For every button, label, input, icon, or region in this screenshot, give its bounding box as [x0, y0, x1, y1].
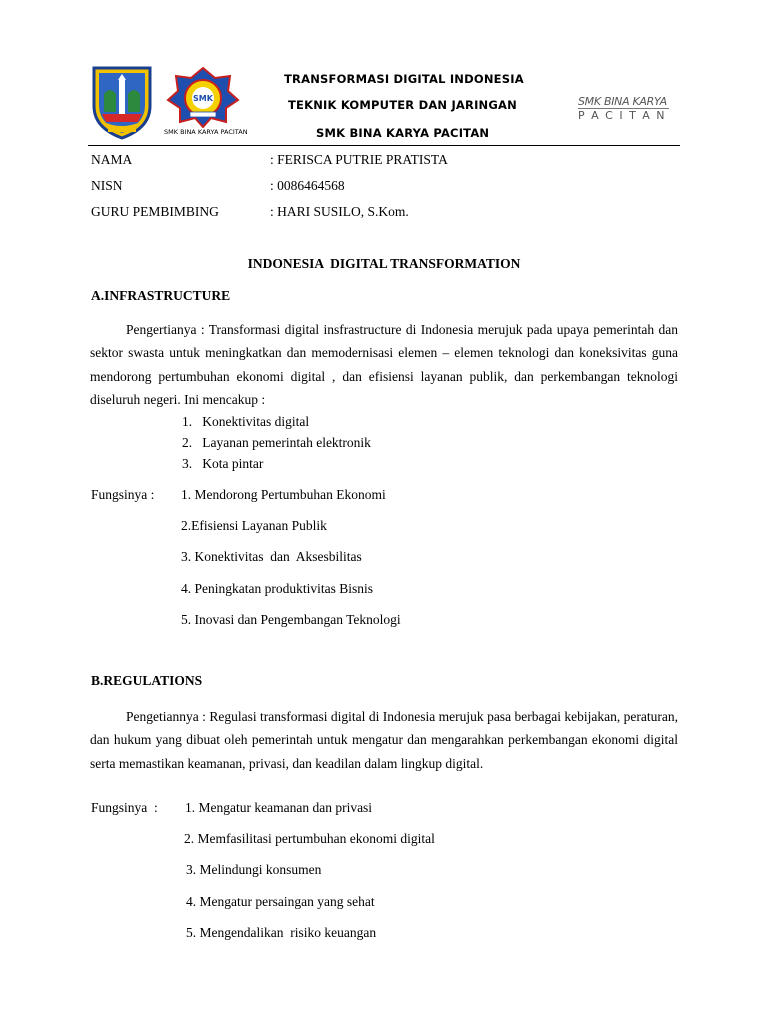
identity-label: GURU PEMBIMBING	[91, 204, 219, 219]
section-a-paragraph	[90, 318, 678, 411]
fungsi-item: 5. Mengendalikan risiko keuangan	[186, 925, 377, 940]
fungsi-label: Fungsinya :	[91, 487, 155, 502]
identity-label: NAMA	[91, 152, 133, 167]
fungsi-item: 4. Mengatur persaingan yang sehat	[186, 894, 375, 909]
fungsi-label: Fungsinya :	[91, 800, 158, 815]
identity-value: : FERISCA PUTRIE PRATISTA	[270, 152, 448, 167]
fungsi-item: 3. Melindungi konsumen	[186, 862, 322, 877]
identity-value: : 0086464568	[270, 178, 345, 193]
smk-bina-karya-emblem-logo	[166, 66, 240, 128]
identity-value: : HARI SUSILO, S.Kom.	[270, 204, 409, 219]
wordmark-top: SMK BINA KARYA	[578, 95, 667, 108]
list-item: 2. Layanan pemerintah elektronik	[182, 435, 371, 450]
fungsi-item: 2.Efisiensi Layanan Publik	[181, 518, 327, 533]
section-b-paragraph-text: Pengetiannya : Regulasi transformasi digital di Indonesia merujuk pasa berbagai kebijakan, peraturan, dan hukum yang dibuat oleh pemerintah untuk mengatur dan mengarahkan perkembangan ekonomi digital serta memastikan keamanan, privasi, dan keadilan dalam lingkup digital.	[90, 709, 678, 771]
logo-caption: SMK BINA KARYA PACITAN	[164, 128, 248, 136]
svg-text:SMK: SMK	[193, 94, 213, 103]
section-a-heading: A.INFRASTRUCTURE	[91, 288, 231, 303]
header-line-2: TEKNIK KOMPUTER DAN JARINGAN	[288, 98, 517, 112]
header-line-3: SMK BINA KARYA PACITAN	[316, 126, 490, 140]
header-divider	[88, 145, 680, 146]
fungsi-item: 2. Memfasilitasi pertumbuhan ekonomi digital	[184, 831, 435, 846]
fungsi-item: 1. Mendorong Pertumbuhan Ekonomi	[181, 487, 386, 502]
fungsi-item: 5. Inovasi dan Pengembangan Teknologi	[181, 612, 401, 627]
smk-bina-karya-wordmark	[578, 92, 669, 122]
fungsi-item: 1. Mengatur keamanan dan privasi	[185, 800, 373, 815]
wordmark-bottom: P A C I T A N	[578, 109, 667, 122]
section-a-paragraph-text: Pengertianya : Transformasi digital insfrastructure di Indonesia merujuk pada upaya pemerintah dan sektor swasta untuk meningkatkan dan memodernisasi elemen – elemen teknologi dan koneksivitas guna mendorong pertumbuhan ekonomi digital , dan efisiensi layanan publik, dan perkembangan teknologi diseluruh negeri. Ini mencakup :	[90, 322, 678, 407]
document-title: INDONESIA DIGITAL TRANSFORMATION	[247, 256, 521, 271]
fungsi-item: 3. Konektivitas dan Aksesbilitas	[181, 549, 362, 564]
list-item: 1. Konektivitas digital	[182, 414, 310, 429]
section-b-paragraph	[90, 705, 678, 775]
fungsi-item: 4. Peningkatan produktivitas Bisnis	[181, 581, 373, 596]
east-java-emblem-logo	[90, 64, 154, 140]
header-line-1: TRANSFORMASI DIGITAL INDONESIA	[284, 72, 524, 86]
section-b-heading: B.REGULATIONS	[91, 673, 203, 688]
list-item: 3. Kota pintar	[182, 456, 264, 471]
identity-label: NISN	[91, 178, 123, 193]
